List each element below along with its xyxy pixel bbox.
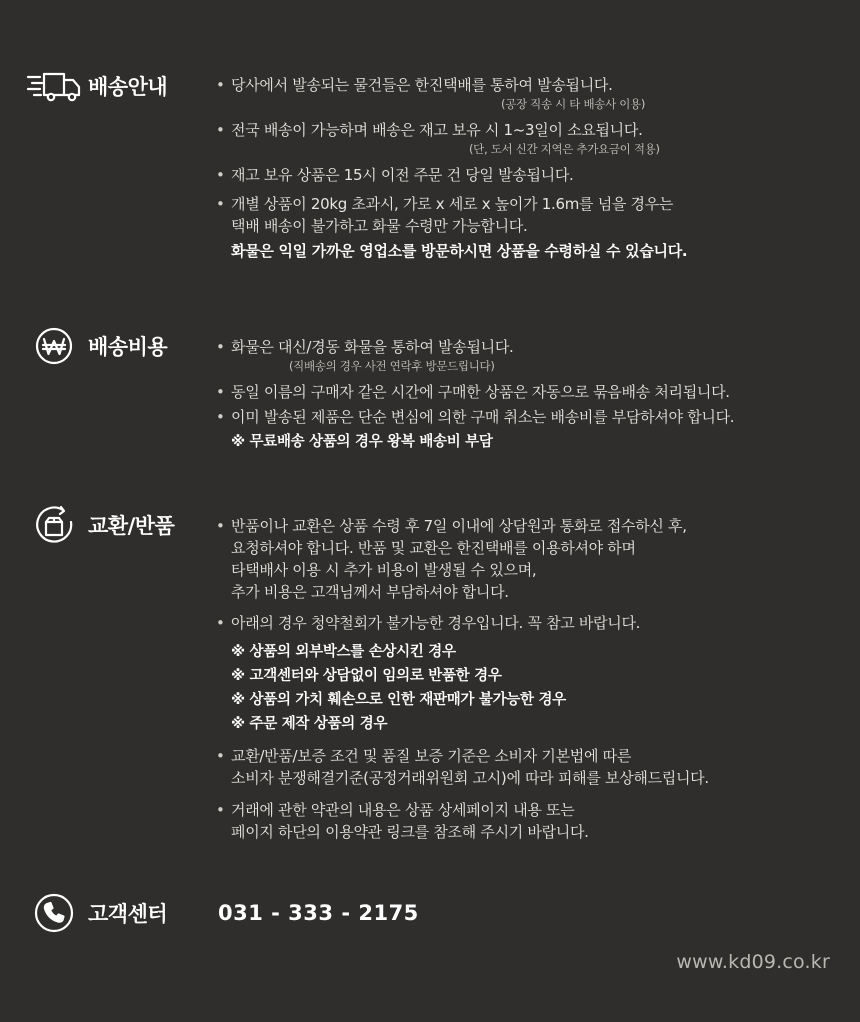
support-header <box>26 893 167 933</box>
returns-header <box>26 505 174 545</box>
shipping-title: 배송안내 <box>88 75 168 99</box>
item-emphasis: ※ 상품의 가치 훼손으로 인한 재판매가 불가능한 경우 <box>231 692 566 708</box>
item-emphasis: ※ 상품의 외부박스를 손상시킨 경우 <box>231 644 456 660</box>
item-text: 추가 비용은 고객님께서 부담하셔야 합니다. <box>231 583 509 601</box>
item-text: 요청하셔야 합니다. 반품 및 교환은 한진택배를 이용하셔야 하며 <box>231 539 636 557</box>
cost-items <box>216 336 846 460</box>
item-note: (단, 도서 신간 지역은 추가요금이 적용) <box>469 142 660 156</box>
item-text: • 당사에서 발송되는 물건들은 한진택배를 통하여 발송됩니다. <box>231 76 613 94</box>
item-text: 택배 배송이 불가하고 화물 수령만 가능합니다. <box>231 217 528 235</box>
item-emphasis: ※ 무료배송 상품의 경우 왕복 배송비 부담 <box>231 434 493 450</box>
list-item <box>216 745 846 789</box>
list-item <box>216 406 846 453</box>
item-note: (직배송의 경우 사전 연락후 방문드립니다) <box>289 359 495 373</box>
list-item <box>216 164 846 186</box>
shipping-items <box>216 74 846 269</box>
list-item <box>216 799 846 843</box>
list-item <box>216 119 846 157</box>
return-box-icon <box>26 505 82 545</box>
list-item <box>216 515 846 603</box>
item-text: • 반품이나 교환은 상품 수령 후 7일 이내에 상담원과 통화로 접수하신 후, <box>231 517 687 535</box>
website-link[interactable]: www.kd09.co.kr <box>676 951 830 973</box>
item-text: • 재고 보유 상품은 15시 이전 주문 건 당일 발송됩니다. <box>231 166 574 184</box>
item-text: 소비자 분쟁해결기준(공정거래위원회 고시)에 따라 피해를 보상해드립니다. <box>231 769 709 787</box>
item-emphasis: ※ 고객센터와 상담없이 임의로 반품한 경우 <box>231 668 502 684</box>
item-text: • 교환/반품/보증 조건 및 품질 보증 기준은 소비자 기본법에 따른 <box>231 747 632 765</box>
support-title: 고객센터 <box>88 902 168 926</box>
returns-title: 교환/반품 <box>88 514 175 538</box>
list-item <box>216 193 846 262</box>
cost-title: 배송비용 <box>88 335 168 359</box>
shipping-header <box>26 66 167 106</box>
item-note: (공장 직송 시 타 배송사 이용) <box>501 97 646 111</box>
returns-items <box>216 515 846 850</box>
list-item <box>216 74 846 112</box>
phone-icon <box>26 893 82 933</box>
exception-list <box>231 640 846 736</box>
item-text: • 거래에 관한 약관의 내용은 상품 상세페이지 내용 또는 <box>231 801 575 819</box>
won-coin-icon <box>26 326 82 366</box>
item-text: • 전국 배송이 가능하며 배송은 재고 보유 시 1~3일이 소요됩니다. <box>231 121 643 139</box>
item-text: • 이미 발송된 제품은 단순 변심에 의한 구매 취소는 배송비를 부담하셔야 합니다. <box>231 408 735 426</box>
cost-header <box>26 326 167 366</box>
item-emphasis: ※ 주문 제작 상품의 경우 <box>231 716 388 732</box>
delivery-truck-icon <box>26 66 82 106</box>
phone-number[interactable]: 031 - 333 - 2175 <box>218 901 419 925</box>
item-text: 타택배사 이용 시 추가 비용이 발생될 수 있으며, <box>231 561 537 579</box>
item-text: • 화물은 대신/경동 화물을 통하여 발송됩니다. <box>231 338 514 356</box>
list-item <box>216 336 846 374</box>
list-item <box>216 612 846 736</box>
list-item <box>216 381 846 403</box>
item-text: • 개별 상품이 20kg 초과시, 가로 x 세로 x 높이가 1.6m를 넘을 경우는 <box>231 195 674 213</box>
item-emphasis: 화물은 익일 가까운 영업소를 방문하시면 상품을 수령하실 수 있습니다. <box>231 242 688 260</box>
item-text: 페이지 하단의 이용약관 링크를 참조해 주시기 바랍니다. <box>231 823 589 841</box>
item-text: • 아래의 경우 청약철회가 불가능한 경우입니다. 꼭 참고 바랍니다. <box>231 614 641 632</box>
item-text: • 동일 이름의 구매자 같은 시간에 구매한 상품은 자동으로 묶음배송 처리됩니다. <box>231 383 730 401</box>
